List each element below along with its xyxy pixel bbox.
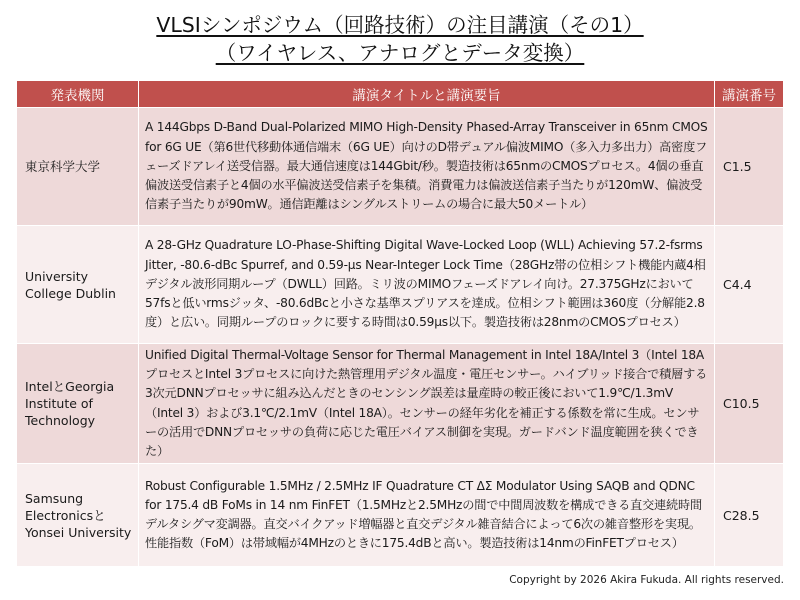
lecture-number-cell: C10.5 <box>715 344 784 464</box>
table-row <box>17 344 784 464</box>
table-row <box>17 108 784 226</box>
description-cell: A 28-GHz Quadrature LO-Phase-Shifting Digital Wave-Locked Loop (WLL) Achieving 57.2-fsrms Jitter, -80.6-dBc Spurref, and 0.59-µs Near-Integer Lock Time（28GHz帯の位相シフト機能内蔵4相デジタル波形同期ループ（DWLL）回路。ミリ波のMIMOフェーズドアレイ向け。27.375GHzにおいて57fsと低いrmsジッタ、-80.6dBcと小さな基準スプリアスを達成。位相シフト範囲は360度（分解能2.8度）と広い。同期ループのロックに要する時間は0.59µs以下。製造技術は28nmのCMOSプロセス） <box>139 226 715 344</box>
institution-cell: Samsung ElectronicsとYonsei University <box>17 464 139 567</box>
header-institution: 発表機関 <box>17 81 139 108</box>
header-lecture-number: 講演番号 <box>715 81 784 108</box>
description-cell: Robust Configurable 1.5MHz / 2.5MHz IF Quadrature CT ΔΣ Modulator Using SAQB and QDNC for 175.4 dB FoMs in 14 nm FinFET（1.5MHzと2.5MHzの間で中間周波数を構成できる直交連続時間デルタシグマ変調器。直交バイクアッド増幅器と直交デジタル雑音結合によって6次の雑音整形を実現。性能指数（FoM）は帯域幅が4MHzのときに175.4dBと高い。製造技術は14nmのFinFETプロセス） <box>139 464 715 567</box>
table-header-row <box>17 81 784 108</box>
title-line-2: （ワイヤレス、アナログとデータ変換） <box>215 41 585 65</box>
description-cell: A 144Gbps D-Band Dual-Polarized MIMO High-Density Phased-Array Transceiver in 65nm CMOS for 6G UE（第6世代移動体通信端末（6G UE）向けのD帯デュアル偏波MIMO（多入力多出力）高密度フェーズドアレイ送受信器。最大通信速度は144Gbit/秒。製造技術は65nmのCMOSプロセス。4個の垂直偏波送受信素子と4個の水平偏波送受信素子を集積。消費電力は偏波送信素子当たりが120mW、偏波受信素子当たりが90mW。通信距離はシングルストリームの場合に最大50メートル） <box>139 108 715 226</box>
title-line-1: VLSIシンポジウム（回路技術）の注目講演（その1） <box>156 13 644 37</box>
lecture-number-cell: C28.5 <box>715 464 784 567</box>
copyright-notice: Copyright by 2026 Akira Fukuda. All rights reserved. <box>509 574 784 586</box>
table-row <box>17 464 784 567</box>
slide-title <box>0 11 800 67</box>
lecture-table <box>16 80 784 567</box>
description-cell: Unified Digital Thermal-Voltage Sensor for Thermal Management in Intel 18A/Intel 3（Intel 18AプロセスとIntel 3プロセスに向けた熱管理用デジタル温度・電圧センサー。ハイブリッド接合で積層する3次元DNNプロセッサに組み込んだときのセンシング誤差は量産時の較正後において1.9℃/1.3mV（Intel 3）および3.1℃/2.1mV（Intel 18A）。センサーの経年劣化を補正する係数を常に生成。センサーの活用でDNNプロセッサの負荷に応じた電圧バイアス制御を実現。ガードバンド温度範囲を狭くできた） <box>139 344 715 464</box>
lecture-number-cell: C4.4 <box>715 226 784 344</box>
table-row <box>17 226 784 344</box>
institution-cell: University College Dublin <box>17 226 139 344</box>
lecture-number-cell: C1.5 <box>715 108 784 226</box>
institution-cell: IntelとGeorgia Institute of Technology <box>17 344 139 464</box>
institution-cell: 東京科学大学 <box>17 108 139 226</box>
header-title-summary: 講演タイトルと講演要旨 <box>139 81 715 108</box>
